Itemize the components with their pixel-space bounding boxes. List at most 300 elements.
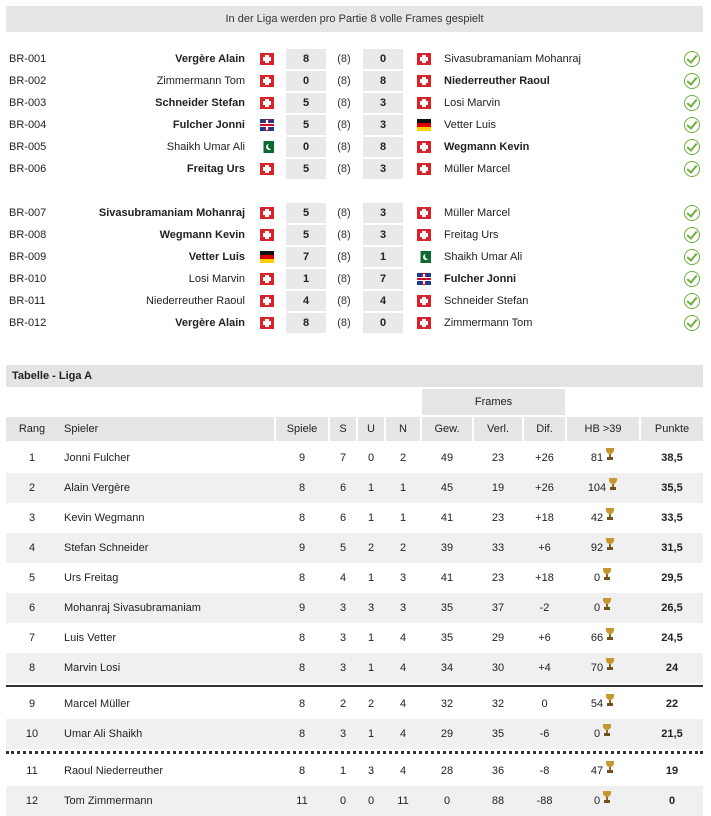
frame-diff-cell: -6 xyxy=(539,728,550,740)
table-row xyxy=(6,593,703,623)
away-score: 3 xyxy=(363,115,403,135)
frames-won-cell: 35 xyxy=(440,632,454,644)
player-name-cell[interactable]: Urs Freitag xyxy=(64,572,119,584)
high-break-cell xyxy=(567,719,639,749)
points-cell: 22 xyxy=(665,698,679,710)
frames-header: Frames xyxy=(422,389,565,415)
relegation-separator xyxy=(6,751,703,754)
col-header-spieler: Spieler xyxy=(58,417,274,441)
match-row[interactable] xyxy=(6,70,703,92)
rank-cell: 7 xyxy=(28,632,36,644)
frames-won-cell: 41 xyxy=(440,572,454,584)
home-score: 5 xyxy=(286,159,326,179)
league-notice: In der Liga werden pro Partie 8 volle Frames gespielt xyxy=(6,6,703,32)
trophy-icon xyxy=(605,538,615,551)
table-row xyxy=(6,623,703,653)
home-score: 0 xyxy=(286,71,326,91)
losses-cell: 3 xyxy=(399,602,407,614)
trophy-icon xyxy=(608,478,618,491)
match-row[interactable] xyxy=(6,202,703,224)
frames-won-cell: 28 xyxy=(440,765,454,777)
col-header-s: S xyxy=(330,417,356,441)
player-name-cell[interactable]: Umar Ali Shaikh xyxy=(64,728,143,740)
away-score: 3 xyxy=(363,93,403,113)
high-break-value: 42 xyxy=(590,512,604,524)
player-name-cell[interactable]: Luis Vetter xyxy=(64,632,116,644)
frames-lost-cell: 36 xyxy=(491,765,505,777)
swiss-flag-icon xyxy=(260,97,274,109)
swiss-flag-icon xyxy=(260,53,274,65)
draws-cell: 2 xyxy=(367,698,375,710)
check-circle-icon xyxy=(684,315,700,331)
points-cell: 26,5 xyxy=(661,602,683,614)
table-row xyxy=(6,563,703,593)
away-player-name[interactable]: Sivasubramaniam Mohanraj xyxy=(444,53,581,65)
home-score: 5 xyxy=(286,225,326,245)
player-name-cell[interactable]: Raoul Niederreuther xyxy=(64,765,164,777)
frames-lost-cell: 33 xyxy=(491,542,505,554)
games-cell: 8 xyxy=(298,662,306,674)
col-header-dif: Dif. xyxy=(524,417,565,441)
best-of-frames: (8) xyxy=(337,97,351,109)
rank-cell: 6 xyxy=(28,602,36,614)
trophy-icon xyxy=(605,448,615,461)
away-player-name[interactable]: Schneider Stefan xyxy=(444,295,529,307)
games-cell: 9 xyxy=(298,452,306,464)
wins-cell: 3 xyxy=(339,602,347,614)
high-break-cell xyxy=(567,786,639,816)
home-player-name[interactable]: Losi Marvin xyxy=(188,273,245,285)
draws-cell: 1 xyxy=(367,482,375,494)
games-cell: 8 xyxy=(298,512,306,524)
points-cell: 35,5 xyxy=(661,482,683,494)
swiss-flag-icon xyxy=(260,207,274,219)
check-circle-icon xyxy=(684,95,700,111)
away-score: 3 xyxy=(363,203,403,223)
player-name-cell[interactable]: Kevin Wegmann xyxy=(64,512,145,524)
match-id[interactable]: BR-004 xyxy=(9,119,47,131)
frames-won-cell: 32 xyxy=(440,698,454,710)
match-id[interactable]: BR-010 xyxy=(9,273,47,285)
games-cell: 9 xyxy=(298,542,306,554)
high-break-value: 0 xyxy=(593,602,601,614)
frames-won-cell: 49 xyxy=(440,452,454,464)
points-cell: 29,5 xyxy=(661,572,683,584)
frame-diff-cell: +18 xyxy=(535,572,554,584)
away-player-name[interactable]: Vetter Luis xyxy=(444,119,496,131)
home-player-name[interactable]: Shaikh Umar Ali xyxy=(166,141,245,153)
best-of-frames: (8) xyxy=(337,75,351,87)
col-header-u: U xyxy=(358,417,384,441)
games-cell: 8 xyxy=(298,765,306,777)
away-player-name[interactable]: Fulcher Jonni xyxy=(444,273,517,285)
games-cell: 11 xyxy=(296,795,308,807)
standings-title: Tabelle - Liga A xyxy=(6,365,703,387)
table-row xyxy=(6,473,703,503)
away-player-name[interactable]: Niederreuther Raoul xyxy=(444,75,550,87)
draws-cell: 1 xyxy=(367,728,375,740)
match-id[interactable]: BR-011 xyxy=(9,295,46,307)
uk-flag-icon xyxy=(260,119,274,131)
high-break-cell xyxy=(567,623,639,653)
frames-lost-cell: 23 xyxy=(491,452,505,464)
frame-diff-cell: -8 xyxy=(539,765,550,777)
check-circle-icon xyxy=(684,139,700,155)
frames-won-cell: 45 xyxy=(440,482,454,494)
home-player-name[interactable]: Vergère Alain xyxy=(175,53,245,65)
trophy-icon xyxy=(602,791,612,804)
games-cell: 8 xyxy=(298,698,306,710)
match-id[interactable]: BR-008 xyxy=(9,229,47,241)
frames-lost-cell: 19 xyxy=(491,482,505,494)
uk-flag-icon xyxy=(417,273,431,285)
check-circle-icon xyxy=(684,161,700,177)
wins-cell: 6 xyxy=(339,482,347,494)
swiss-flag-icon xyxy=(417,229,431,241)
points-cell: 33,5 xyxy=(661,512,683,524)
frame-diff-cell: +26 xyxy=(535,482,554,494)
best-of-frames: (8) xyxy=(337,273,351,285)
wins-cell: 3 xyxy=(339,662,347,674)
games-cell: 8 xyxy=(298,728,306,740)
high-break-cell xyxy=(567,503,639,533)
losses-cell: 4 xyxy=(399,662,407,674)
check-circle-icon xyxy=(684,205,700,221)
swiss-flag-icon xyxy=(260,273,274,285)
wins-cell: 7 xyxy=(339,452,347,464)
home-player-name[interactable]: Vetter Luis xyxy=(188,251,245,263)
rank-cell: 10 xyxy=(25,728,39,740)
high-break-cell xyxy=(567,533,639,563)
home-player-name[interactable]: Sivasubramaniam Mohanraj xyxy=(98,207,245,219)
wins-cell: 1 xyxy=(339,765,347,777)
frames-won-cell: 41 xyxy=(440,512,454,524)
points-cell: 0 xyxy=(668,795,676,807)
frames-won-cell: 39 xyxy=(440,542,454,554)
frames-lost-cell: 23 xyxy=(491,512,505,524)
rank-cell: 4 xyxy=(28,542,36,554)
table-header-row xyxy=(6,417,703,441)
match-row[interactable] xyxy=(6,246,703,268)
swiss-flag-icon xyxy=(260,229,274,241)
points-cell: 21,5 xyxy=(661,728,683,740)
away-player-name[interactable]: Losi Marvin xyxy=(444,97,501,109)
rank-cell: 5 xyxy=(28,572,36,584)
away-player-name[interactable]: Wegmann Kevin xyxy=(444,141,530,153)
match-id[interactable]: BR-006 xyxy=(9,163,47,175)
frame-diff-cell: +26 xyxy=(535,452,554,464)
away-player-name[interactable]: Freitag Urs xyxy=(444,229,499,241)
best-of-frames: (8) xyxy=(337,251,351,263)
games-cell: 8 xyxy=(298,632,306,644)
check-circle-icon xyxy=(684,51,700,67)
col-header-verl: Verl. xyxy=(474,417,522,441)
losses-cell: 4 xyxy=(399,765,407,777)
home-player-name[interactable]: Zimmermann Tom xyxy=(156,75,245,87)
col-header-gew: Gew. xyxy=(422,417,472,441)
games-cell: 8 xyxy=(298,482,306,494)
high-break-cell xyxy=(567,653,639,683)
col-header-hb: HB >39 xyxy=(567,417,639,441)
points-cell: 31,5 xyxy=(661,542,683,554)
match-id[interactable]: BR-009 xyxy=(9,251,47,263)
best-of-frames: (8) xyxy=(337,229,351,241)
frames-won-cell: 34 xyxy=(440,662,454,674)
pakistan-flag-icon xyxy=(260,141,274,153)
pakistan-flag-icon xyxy=(417,251,431,263)
player-name-cell[interactable]: Jonni Fulcher xyxy=(64,452,131,464)
away-player-name[interactable]: Müller Marcel xyxy=(444,207,511,219)
home-player-name[interactable]: Wegmann Kevin xyxy=(159,229,245,241)
high-break-value: 70 xyxy=(590,662,604,674)
check-circle-icon xyxy=(684,249,700,265)
col-header-punkte: Punkte xyxy=(641,417,703,441)
wins-cell: 6 xyxy=(339,512,347,524)
games-cell: 8 xyxy=(298,572,306,584)
points-cell: 24 xyxy=(665,662,679,674)
high-break-value: 104 xyxy=(587,482,607,494)
losses-cell: 11 xyxy=(397,795,409,807)
match-row[interactable] xyxy=(6,268,703,290)
col-header-spiele: Spiele xyxy=(276,417,328,441)
rank-cell: 8 xyxy=(28,662,36,674)
away-player-name[interactable]: Müller Marcel xyxy=(444,163,511,175)
home-score: 5 xyxy=(286,203,326,223)
table-row xyxy=(6,653,703,683)
draws-cell: 0 xyxy=(367,452,375,464)
home-score: 5 xyxy=(286,93,326,113)
swiss-flag-icon xyxy=(260,317,274,329)
losses-cell: 4 xyxy=(399,698,407,710)
losses-cell: 2 xyxy=(399,542,407,554)
frames-lost-cell: 32 xyxy=(491,698,505,710)
match-row[interactable] xyxy=(6,92,703,114)
home-score: 8 xyxy=(286,313,326,333)
home-player-name[interactable]: Niederreuther Raoul xyxy=(145,295,245,307)
losses-cell: 4 xyxy=(399,632,407,644)
trophy-icon xyxy=(605,628,615,641)
swiss-flag-icon xyxy=(417,163,431,175)
losses-cell: 1 xyxy=(399,512,407,524)
draws-cell: 3 xyxy=(367,765,375,777)
wins-cell: 5 xyxy=(339,542,347,554)
swiss-flag-icon xyxy=(260,75,274,87)
high-break-value: 0 xyxy=(593,728,601,740)
points-cell: 38,5 xyxy=(661,452,683,464)
frame-diff-cell: -88 xyxy=(536,795,553,807)
home-player-name[interactable]: Fulcher Jonni xyxy=(172,119,245,131)
rank-cell: 1 xyxy=(28,452,36,464)
match-row[interactable] xyxy=(6,48,703,70)
swiss-flag-icon xyxy=(417,317,431,329)
frames-lost-cell: 88 xyxy=(491,795,505,807)
wins-cell: 3 xyxy=(339,632,347,644)
away-player-name[interactable]: Zimmermann Tom xyxy=(444,317,533,329)
trophy-icon xyxy=(602,568,612,581)
best-of-frames: (8) xyxy=(337,119,351,131)
match-list xyxy=(6,48,703,334)
draws-cell: 0 xyxy=(367,795,375,807)
match-row[interactable] xyxy=(6,114,703,136)
draws-cell: 2 xyxy=(367,542,375,554)
frame-diff-cell: +6 xyxy=(538,542,551,554)
german-flag-icon xyxy=(417,119,431,131)
losses-cell: 2 xyxy=(399,452,407,464)
frames-won-cell: 35 xyxy=(440,602,454,614)
table-row xyxy=(6,756,703,786)
match-id[interactable]: BR-002 xyxy=(9,75,47,87)
high-break-value: 47 xyxy=(590,765,604,777)
away-score: 0 xyxy=(363,49,403,69)
swiss-flag-icon xyxy=(417,207,431,219)
check-circle-icon xyxy=(684,293,700,309)
high-break-cell xyxy=(567,593,639,623)
high-break-cell xyxy=(567,756,639,786)
swiss-flag-icon xyxy=(417,141,431,153)
col-header-rang: Rang xyxy=(6,417,58,441)
match-id[interactable]: BR-012 xyxy=(9,317,47,329)
frames-won-cell: 29 xyxy=(440,728,454,740)
home-score: 1 xyxy=(286,269,326,289)
draws-cell: 1 xyxy=(367,512,375,524)
home-score: 4 xyxy=(286,291,326,311)
wins-cell: 0 xyxy=(339,795,347,807)
frame-diff-cell: +4 xyxy=(538,662,551,674)
check-circle-icon xyxy=(684,227,700,243)
high-break-cell xyxy=(567,443,639,473)
high-break-value: 0 xyxy=(593,795,601,807)
home-player-name[interactable]: Schneider Stefan xyxy=(155,97,245,109)
player-name-cell[interactable]: Marcel Müller xyxy=(64,698,131,710)
home-player-name[interactable]: Vergère Alain xyxy=(175,317,245,329)
match-id[interactable]: BR-003 xyxy=(9,97,47,109)
high-break-value: 81 xyxy=(590,452,604,464)
home-score: 7 xyxy=(286,247,326,267)
home-score: 5 xyxy=(286,115,326,135)
swiss-flag-icon xyxy=(260,295,274,307)
frames-won-cell: 0 xyxy=(443,795,451,807)
wins-cell: 4 xyxy=(339,572,347,584)
games-cell: 9 xyxy=(298,602,306,614)
draws-cell: 1 xyxy=(367,632,375,644)
frames-lost-cell: 37 xyxy=(491,602,505,614)
trophy-icon xyxy=(605,658,615,671)
standings-rows xyxy=(6,443,703,816)
match-id[interactable]: BR-007 xyxy=(9,207,47,219)
swiss-flag-icon xyxy=(417,97,431,109)
match-row[interactable] xyxy=(6,158,703,180)
swiss-flag-icon xyxy=(260,163,274,175)
away-player-name[interactable]: Shaikh Umar Ali xyxy=(444,251,523,263)
best-of-frames: (8) xyxy=(337,53,351,65)
table-row xyxy=(6,503,703,533)
away-score: 8 xyxy=(363,71,403,91)
away-score: 3 xyxy=(363,225,403,245)
frames-lost-cell: 30 xyxy=(491,662,505,674)
player-name-cell[interactable]: Tom Zimmermann xyxy=(64,795,153,807)
frames-lost-cell: 35 xyxy=(491,728,505,740)
rank-cell: 3 xyxy=(28,512,36,524)
away-score: 4 xyxy=(363,291,403,311)
losses-cell: 1 xyxy=(399,482,407,494)
rank-cell: 9 xyxy=(28,698,36,710)
wins-cell: 3 xyxy=(339,728,347,740)
rank-cell: 12 xyxy=(25,795,39,807)
best-of-frames: (8) xyxy=(337,141,351,153)
away-score: 3 xyxy=(363,159,403,179)
match-row[interactable] xyxy=(6,290,703,312)
player-name-cell[interactable]: Mohanraj Sivasubramaniam xyxy=(64,602,201,614)
home-player-name[interactable]: Freitag Urs xyxy=(186,163,245,175)
check-circle-icon xyxy=(684,271,700,287)
high-break-value: 54 xyxy=(590,698,604,710)
frame-diff-cell: +6 xyxy=(538,632,551,644)
away-score: 7 xyxy=(363,269,403,289)
away-score: 1 xyxy=(363,247,403,267)
points-cell: 24,5 xyxy=(661,632,683,644)
match-row[interactable] xyxy=(6,224,703,246)
best-of-frames: (8) xyxy=(337,295,351,307)
frames-lost-cell: 29 xyxy=(491,632,505,644)
player-name-cell[interactable]: Alain Vergère xyxy=(64,482,131,494)
table-row xyxy=(6,719,703,749)
frame-diff-cell: -2 xyxy=(539,602,550,614)
check-circle-icon xyxy=(684,73,700,89)
best-of-frames: (8) xyxy=(337,163,351,175)
home-score: 8 xyxy=(286,49,326,69)
high-break-cell xyxy=(567,689,639,719)
table-row xyxy=(6,689,703,719)
losses-cell: 4 xyxy=(399,728,407,740)
check-circle-icon xyxy=(684,117,700,133)
rank-cell: 11 xyxy=(26,765,38,777)
high-break-cell xyxy=(567,563,639,593)
swiss-flag-icon xyxy=(417,75,431,87)
block-spacer xyxy=(6,180,703,202)
match-row[interactable] xyxy=(6,136,703,158)
frame-diff-cell: +18 xyxy=(535,512,554,524)
swiss-flag-icon xyxy=(417,295,431,307)
trophy-icon xyxy=(605,508,615,521)
trophy-icon xyxy=(602,724,612,737)
table-row xyxy=(6,443,703,473)
trophy-icon xyxy=(605,694,615,707)
wins-cell: 2 xyxy=(339,698,347,710)
german-flag-icon xyxy=(260,251,274,263)
away-score: 8 xyxy=(363,137,403,157)
home-score: 0 xyxy=(286,137,326,157)
high-break-value: 92 xyxy=(590,542,604,554)
away-score: 0 xyxy=(363,313,403,333)
match-row[interactable] xyxy=(6,312,703,334)
high-break-cell xyxy=(567,473,639,503)
match-id[interactable]: BR-005 xyxy=(9,141,47,153)
high-break-value: 66 xyxy=(590,632,604,644)
player-name-cell[interactable]: Marvin Losi xyxy=(64,662,121,674)
table-row xyxy=(6,786,703,816)
high-break-value: 0 xyxy=(593,572,601,584)
trophy-icon xyxy=(605,761,615,774)
best-of-frames: (8) xyxy=(337,207,351,219)
frame-diff-cell: 0 xyxy=(541,698,548,710)
swiss-flag-icon xyxy=(417,53,431,65)
match-id[interactable]: BR-001 xyxy=(9,53,47,65)
player-name-cell[interactable]: Stefan Schneider xyxy=(64,542,149,554)
table-row xyxy=(6,533,703,563)
draws-cell: 1 xyxy=(367,572,375,584)
points-cell: 19 xyxy=(665,765,679,777)
promotion-separator xyxy=(6,685,703,687)
